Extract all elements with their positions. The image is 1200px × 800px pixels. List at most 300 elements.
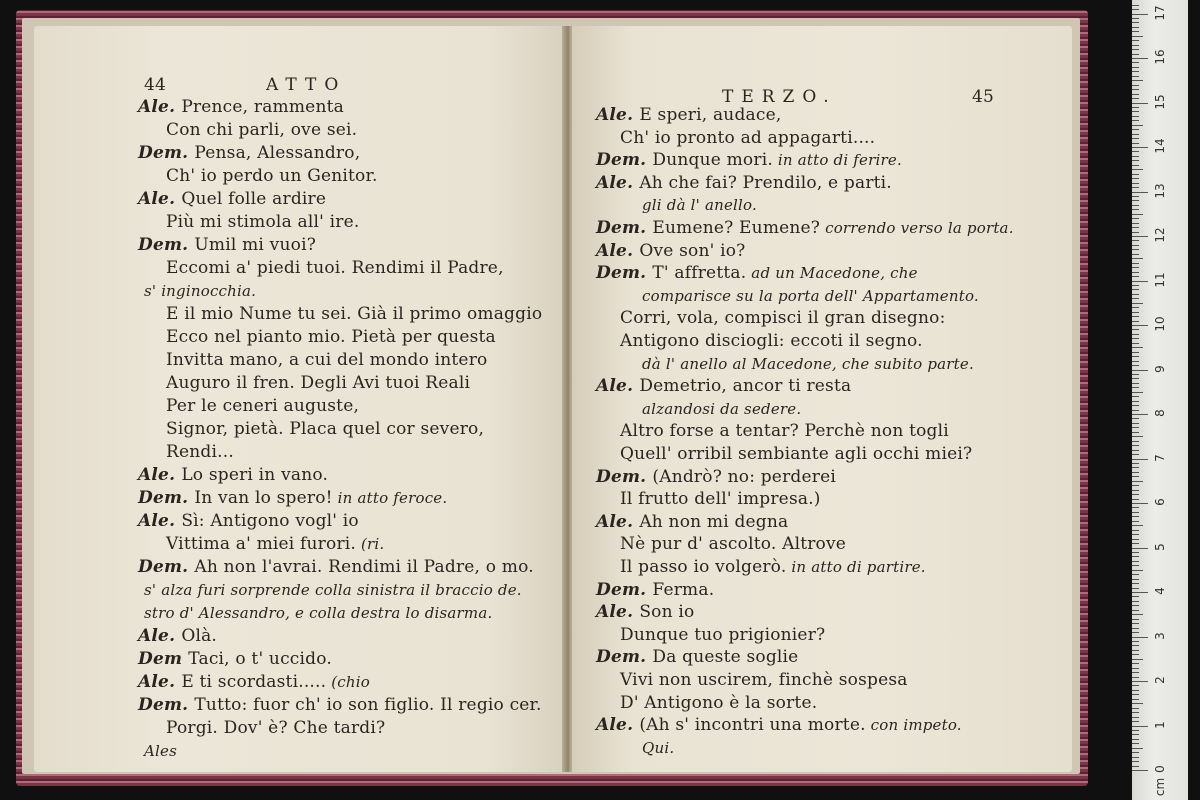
ruler-number: 11 — [1153, 271, 1167, 288]
verse-text: Altro forse a tentar? Perchè non togli — [620, 421, 949, 442]
ruler-tick — [1132, 22, 1139, 23]
text-line — [596, 375, 851, 397]
ruler-tick — [1132, 232, 1139, 233]
ruler-tick — [1132, 370, 1148, 371]
text-line — [144, 602, 492, 624]
ruler-number: 3 — [1153, 631, 1167, 640]
verse-text: Il passo io volgerò. — [620, 557, 787, 577]
ruler-tick — [1132, 450, 1139, 451]
text-line — [166, 211, 359, 233]
verse-text: E il mio Nume tu sei. Già il primo omaggio — [166, 304, 543, 324]
text-line — [620, 533, 846, 555]
ruler-unit: cm — [1153, 777, 1167, 797]
speaker-label: Dem. — [138, 143, 195, 163]
ruler-tick — [1132, 717, 1139, 718]
text-line — [620, 624, 825, 646]
ruler-tick — [1132, 490, 1139, 491]
ruler-tick — [1132, 565, 1139, 566]
ruler-tick — [1132, 312, 1139, 313]
right-page-header: TERZO. — [722, 87, 837, 107]
text-line — [166, 717, 385, 739]
text-line — [166, 326, 496, 348]
text-line — [138, 648, 332, 670]
verse-text: Sì: Antigono vogl' io — [181, 511, 359, 531]
ruler-number: 17 — [1153, 4, 1167, 21]
verse-text: Ah non l'avrai. Rendimi il Padre, o mo. — [194, 557, 534, 577]
ruler-tick — [1132, 614, 1143, 615]
ruler-tick — [1132, 249, 1139, 250]
ruler-tick — [1132, 592, 1148, 593]
verse-text: E ti scordasti..... — [181, 672, 327, 692]
ruler-number: 15 — [1153, 93, 1167, 110]
speaker-label: Ale. — [596, 172, 640, 193]
ruler-tick — [1132, 556, 1139, 557]
verse-text: Ah che fai? Prendilo, e parti. — [639, 172, 892, 193]
ruler-tick — [1132, 325, 1148, 326]
ruler-tick — [1132, 227, 1139, 228]
ruler-tick — [1132, 107, 1139, 108]
ruler-tick — [1132, 663, 1139, 664]
ruler-tick — [1132, 62, 1139, 63]
text-line — [166, 418, 484, 440]
ruler-tick — [1132, 441, 1139, 442]
speaker-label: Dem — [138, 649, 189, 669]
ruler-tick — [1132, 485, 1139, 486]
stage-direction: stro d' Alessandro, e colla destra lo disarma. — [144, 604, 493, 622]
ruler-tick — [1132, 27, 1139, 28]
verse-text: (Andrò? no: perderei — [652, 466, 836, 487]
ruler-tick — [1132, 645, 1139, 646]
ruler-tick — [1132, 214, 1143, 215]
text-line — [596, 466, 836, 488]
ruler-tick — [1132, 321, 1139, 322]
text-line — [596, 104, 781, 126]
speaker-label: Ale. — [138, 465, 182, 485]
ruler-tick — [1132, 303, 1143, 304]
ruler-tick — [1132, 472, 1139, 473]
ruler-tick — [1132, 481, 1143, 482]
ruler-number: 0 — [1153, 765, 1167, 773]
text-line — [596, 511, 788, 533]
verse-text: Dunque mori. — [652, 150, 773, 171]
ruler-tick — [1132, 570, 1143, 571]
text-line — [166, 257, 504, 279]
ruler-tick — [1132, 45, 1139, 46]
verse-text: Ove son' io? — [639, 240, 746, 261]
speaker-label: Ale. — [596, 105, 640, 125]
stage-direction: correndo verso la porta. — [820, 219, 1014, 237]
right-page-number: 45 — [972, 87, 995, 107]
ruler-tick — [1132, 151, 1139, 152]
verse-text: Ch' io perdo un Genitor. — [166, 166, 378, 186]
ruler-tick — [1132, 156, 1139, 157]
speaker-label: Ale. — [138, 626, 182, 646]
ruler-tick — [1132, 637, 1148, 638]
stage-direction: (chio — [326, 673, 370, 691]
ruler-tick — [1132, 307, 1139, 308]
ruler-tick — [1132, 285, 1139, 286]
verse-text: T' affretta. — [652, 263, 747, 284]
ruler-tick — [1132, 143, 1139, 144]
verse-text: Quel folle ardire — [181, 189, 327, 209]
stage-direction: ad un Macedone, che — [746, 264, 918, 283]
ruler-tick — [1132, 561, 1139, 562]
ruler-tick — [1132, 218, 1139, 219]
stage-direction: s' alza furi sorprende colla sinistra il braccio de. — [144, 581, 522, 599]
ruler-tick — [1132, 289, 1139, 290]
text-line — [166, 119, 357, 141]
verse-text: Taci, o t' uccido. — [188, 649, 332, 669]
ruler-tick — [1132, 374, 1139, 375]
ruler-tick — [1132, 254, 1139, 255]
ruler-tick — [1132, 521, 1139, 522]
ruler-tick — [1132, 236, 1148, 237]
ruler-tick — [1132, 160, 1139, 161]
ruler-tick — [1132, 685, 1139, 686]
verse-text: Ecco nel pianto mio. Pietà per questa — [166, 327, 496, 347]
verse-text: Nè pur d' ascolto. Altrove — [620, 534, 847, 555]
ruler-number: 1 — [1153, 720, 1167, 729]
ruler-tick — [1132, 730, 1139, 731]
ruler-tick — [1132, 272, 1139, 273]
ruler-tick — [1132, 650, 1139, 651]
stage-direction: Ales — [144, 742, 178, 760]
stage-direction: s' inginocchia. — [144, 282, 257, 300]
text-line — [596, 172, 892, 194]
ruler-tick — [1132, 503, 1148, 504]
ruler-tick — [1132, 610, 1139, 611]
ruler-tick — [1132, 298, 1139, 299]
text-line — [620, 420, 949, 442]
ruler-tick — [1132, 512, 1139, 513]
ruler-tick — [1132, 343, 1139, 344]
verse-text: Auguro il fren. Degli Avi tuoi Reali — [166, 373, 471, 393]
ruler-tick — [1132, 356, 1139, 357]
ruler-tick — [1132, 494, 1139, 495]
speaker-label: Dem. — [596, 647, 653, 668]
verse-text: Quell' orribil sembiante agli occhi miei? — [620, 444, 973, 464]
ruler-number: 10 — [1153, 316, 1167, 332]
ruler-tick — [1132, 574, 1139, 575]
verse-text: Ferma. — [652, 579, 715, 600]
verse-text: Dunque tuo prigionier? — [620, 624, 826, 645]
text-line — [144, 280, 256, 302]
verse-text: Eccomi a' piedi tuoi. Rendimi il Padre, — [166, 258, 504, 278]
speaker-label: Ale. — [138, 189, 182, 209]
ruler-tick — [1132, 708, 1139, 709]
text-line — [620, 330, 923, 352]
speaker-label: Dem. — [138, 235, 195, 255]
text-line — [138, 625, 217, 647]
ruler-tick — [1132, 147, 1148, 148]
ruler-tick — [1132, 352, 1139, 353]
ruler-tick — [1132, 40, 1139, 41]
verse-text: Con chi parli, ove sei. — [166, 120, 358, 140]
text-line — [166, 533, 384, 555]
measuring-ruler — [1132, 0, 1188, 800]
ruler-number: 5 — [1153, 542, 1167, 551]
ruler-tick — [1132, 196, 1139, 197]
ruler-tick — [1132, 552, 1139, 553]
ruler-tick — [1132, 405, 1139, 406]
text-line — [166, 165, 378, 187]
ruler-tick — [1132, 361, 1139, 362]
ruler-tick — [1132, 116, 1139, 117]
verse-text: Invitta mano, a cui del mondo intero — [166, 350, 488, 370]
ruler-tick — [1132, 396, 1139, 397]
ruler-tick — [1132, 703, 1143, 704]
ruler-tick — [1132, 316, 1139, 317]
ruler-tick — [1132, 36, 1143, 37]
text-line — [166, 372, 470, 394]
ruler-tick — [1132, 677, 1139, 678]
ruler-tick — [1132, 605, 1139, 606]
ruler-number: 8 — [1153, 409, 1167, 417]
ruler-tick — [1132, 205, 1139, 206]
ruler-number: 16 — [1153, 49, 1167, 65]
ruler-tick — [1132, 659, 1143, 660]
ruler-tick — [1132, 80, 1143, 81]
ruler-tick — [1132, 583, 1139, 584]
ruler-tick — [1132, 263, 1139, 264]
ruler-tick — [1132, 476, 1139, 477]
verse-text: Pensa, Alessandro, — [194, 143, 361, 163]
ruler-tick — [1132, 619, 1139, 620]
ruler-tick — [1132, 378, 1139, 379]
verse-text: Eumene? Eumene? — [652, 218, 821, 238]
ruler-tick — [1132, 530, 1139, 531]
speaker-label: Dem. — [138, 695, 195, 715]
ruler-tick — [1132, 690, 1139, 691]
ruler-tick — [1132, 739, 1139, 740]
text-line — [138, 464, 328, 486]
ruler-tick — [1132, 276, 1139, 277]
ruler-tick — [1132, 499, 1139, 500]
ruler-tick — [1132, 632, 1139, 633]
ruler-tick — [1132, 654, 1139, 655]
ruler-tick — [1132, 365, 1139, 366]
ruler-tick — [1132, 103, 1148, 104]
text-line — [166, 303, 542, 325]
speaker-label: Ale. — [596, 511, 640, 532]
verse-text: Prence, rammenta — [181, 97, 344, 117]
left-page-number: 44 — [144, 75, 167, 95]
text-line — [620, 692, 817, 714]
ruler-tick — [1132, 120, 1139, 121]
ruler-tick — [1132, 401, 1139, 402]
text-line — [596, 262, 918, 284]
text-line — [620, 556, 926, 578]
ruler-tick — [1132, 743, 1139, 744]
speaker-label: Dem. — [596, 218, 653, 238]
ruler-tick — [1132, 178, 1139, 179]
verse-text: Il frutto dell' impresa.) — [620, 489, 821, 510]
speaker-label: Ale. — [138, 672, 182, 692]
text-line — [138, 510, 359, 532]
ruler-tick — [1132, 71, 1139, 72]
ruler-tick — [1132, 111, 1139, 112]
text-line — [138, 671, 370, 693]
ruler-tick — [1132, 681, 1148, 682]
text-line — [642, 353, 974, 375]
ruler-tick — [1132, 67, 1139, 68]
verse-text: Vivi non uscirem, finchè sospesa — [620, 670, 908, 690]
verse-text: Lo speri in vano. — [181, 465, 329, 485]
text-line — [620, 307, 946, 329]
ruler-tick — [1132, 721, 1139, 722]
ruler-tick — [1132, 245, 1139, 246]
ruler-tick — [1132, 623, 1139, 624]
ruler-tick — [1132, 467, 1139, 468]
ruler-tick — [1132, 748, 1143, 749]
ruler-tick — [1132, 58, 1148, 59]
verse-text: Antigono disciogli: eccoti il segno. — [620, 331, 923, 351]
text-line — [596, 217, 1014, 239]
text-line — [642, 285, 979, 307]
ruler-tick — [1132, 387, 1139, 388]
ruler-tick — [1132, 410, 1139, 411]
ruler-tick — [1132, 183, 1139, 184]
speaker-label: Dem. — [596, 466, 653, 487]
verse-text: (Ah s' incontri una morte. — [639, 715, 866, 736]
ruler-tick — [1132, 601, 1139, 602]
ruler-number: 4 — [1153, 587, 1167, 595]
right-page — [572, 26, 1072, 772]
text-line — [144, 740, 177, 762]
text-line — [138, 487, 447, 509]
ruler-tick — [1132, 98, 1139, 99]
speaker-label: Dem. — [596, 263, 653, 284]
speaker-label: Ale. — [596, 376, 640, 397]
ruler-tick — [1132, 423, 1139, 424]
speaker-label: Ale. — [138, 97, 182, 117]
ruler-tick — [1132, 734, 1139, 735]
stage-direction: in atto di ferire. — [772, 151, 902, 170]
verse-text: Ah non mi degna — [639, 511, 789, 532]
verse-text: Da queste soglie — [652, 647, 799, 668]
ruler-tick — [1132, 392, 1143, 393]
ruler-tick — [1132, 294, 1139, 295]
ruler-tick — [1132, 9, 1139, 10]
speaker-label: Ale. — [596, 715, 640, 736]
text-line — [144, 579, 522, 601]
verse-text: E speri, audace, — [639, 105, 782, 125]
text-line — [138, 556, 534, 578]
text-line — [138, 96, 344, 118]
text-line — [596, 601, 694, 623]
ruler-tick — [1132, 699, 1139, 700]
ruler-tick — [1132, 258, 1143, 259]
ruler-tick — [1132, 427, 1139, 428]
left-page-header: ATTO — [266, 75, 347, 95]
ruler-tick — [1132, 329, 1139, 330]
ruler-tick — [1132, 454, 1139, 455]
text-line — [596, 714, 962, 736]
verse-text: Son io — [639, 602, 695, 623]
ruler-tick — [1132, 588, 1139, 589]
text-line — [596, 240, 746, 262]
ruler-tick — [1132, 169, 1143, 170]
text-line — [166, 349, 487, 371]
verse-text: Più mi stimola all' ire. — [166, 212, 360, 232]
ruler-tick — [1132, 761, 1139, 762]
ruler-tick — [1132, 628, 1139, 629]
left-page — [34, 26, 566, 772]
ruler-number: 14 — [1153, 138, 1167, 154]
ruler-tick — [1132, 49, 1139, 50]
stage-direction: gli dà l' anello. — [642, 196, 757, 215]
ruler-tick — [1132, 338, 1139, 339]
ruler-tick — [1132, 418, 1139, 419]
text-line — [642, 194, 757, 216]
ruler-tick — [1132, 596, 1139, 597]
ruler-number: 13 — [1153, 182, 1167, 199]
ruler-tick — [1132, 240, 1139, 241]
ruler-tick — [1132, 543, 1139, 544]
ruler-tick — [1132, 445, 1139, 446]
ruler-number: 6 — [1153, 498, 1167, 506]
ruler-tick — [1132, 5, 1139, 6]
verse-text: D' Antigono è la sorte. — [620, 692, 818, 713]
text-line — [596, 646, 798, 668]
speaker-label: Dem. — [138, 488, 195, 508]
speaker-label: Dem. — [138, 557, 195, 577]
ruler-tick — [1132, 334, 1139, 335]
ruler-tick — [1132, 672, 1139, 673]
ruler-tick — [1132, 579, 1139, 580]
ruler-number: 9 — [1153, 364, 1167, 373]
ruler-tick — [1132, 463, 1139, 464]
ruler-tick — [1132, 668, 1139, 669]
ruler-tick — [1132, 94, 1139, 95]
ruler-tick — [1132, 459, 1148, 460]
ruler-tick — [1132, 209, 1139, 210]
ruler-tick — [1132, 347, 1143, 348]
text-line — [596, 149, 902, 171]
ruler-number: 12 — [1153, 227, 1167, 243]
ruler-tick — [1132, 548, 1148, 549]
verse-text: Per le ceneri auguste, — [166, 396, 360, 416]
ruler-tick — [1132, 31, 1139, 32]
speaker-label: Dem. — [596, 579, 653, 600]
verse-text: Tutto: fuor ch' io son figlio. Il regio cer. — [194, 695, 542, 715]
stage-direction: (ri. — [356, 535, 385, 553]
stage-direction: Qui. — [642, 738, 675, 757]
verse-text: Olà. — [181, 626, 218, 646]
text-line — [620, 488, 821, 510]
ruler-tick — [1132, 76, 1139, 77]
ruler-tick — [1132, 694, 1139, 695]
ruler-tick — [1132, 726, 1148, 727]
ruler-tick — [1132, 200, 1139, 201]
verse-text: Rendi... — [166, 442, 234, 462]
verse-text: Corri, vola, compisci il gran disegno: — [620, 308, 946, 329]
ruler-tick — [1132, 134, 1139, 135]
ruler-tick — [1132, 436, 1143, 437]
ruler-tick — [1132, 54, 1139, 55]
verse-text: Demetrio, ancor ti resta — [639, 376, 852, 397]
ruler-tick — [1132, 138, 1139, 139]
text-line — [138, 142, 360, 164]
text-line — [596, 579, 714, 601]
text-line — [138, 694, 542, 716]
ruler-tick — [1132, 129, 1139, 130]
verse-text: Vittima a' miei furori. — [166, 534, 357, 554]
ruler-tick — [1132, 539, 1139, 540]
ruler-tick — [1132, 534, 1139, 535]
text-line — [642, 737, 674, 759]
speaker-label: Ale. — [596, 240, 640, 261]
